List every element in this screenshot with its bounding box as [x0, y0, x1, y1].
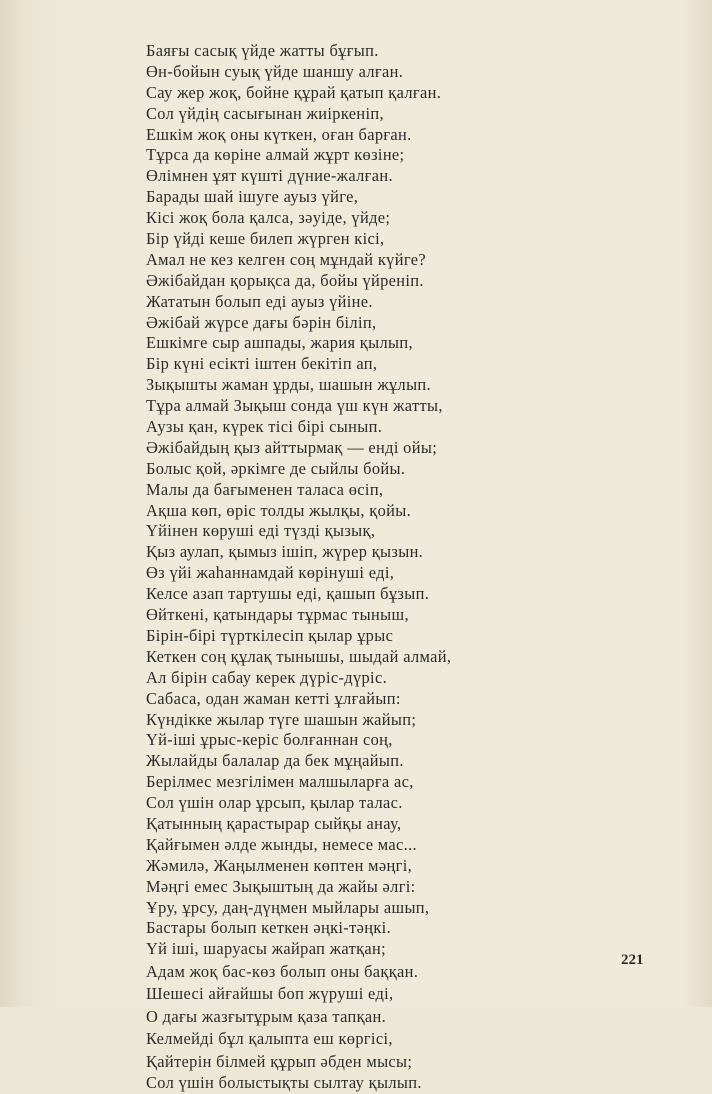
- poem-line: Шешесі айғайшы боп жүруші еді,: [146, 984, 394, 1004]
- poem-line: Қатынның қарастырар сыйқы анау,: [146, 813, 402, 833]
- poem-line: Өз үйі жаһаннамдай көрінуші еді,: [146, 563, 395, 583]
- poem-line: Қайғымен әлде жынды, немесе мас...: [146, 834, 418, 854]
- poem-line: Адам жоқ бас-көз болып оны баққан.: [146, 961, 419, 981]
- poem-line: Ұру, ұрсу, даң-дүңмен мыйлары ашып,: [146, 897, 430, 917]
- poem-line: Үй іші, шаруасы жайрап жатқан;: [146, 939, 387, 959]
- poem-line: Әжібайдан қорықса да, бойы үйреніп.: [146, 270, 424, 290]
- poem-line: Тұрса да көріне алмай жұрт көзіне;: [146, 145, 405, 165]
- poem-line: Әжібай жүрсе дағы бәрін біліп,: [146, 312, 377, 332]
- poem-line: Бір үйді кеше билеп жүрген кісі,: [146, 229, 385, 249]
- poem-line: Ешкім жоқ оны күткен, оған барған.: [146, 124, 412, 144]
- poem-line: Баяғы сасық үйде жатты бұғып.: [146, 41, 379, 60]
- poem-line: Үйінен көруші еді түзді қызық,: [146, 521, 376, 541]
- poem-line: Өн-бойын суық үйде шаншу алған.: [146, 61, 404, 81]
- poem-line: Аузы қан, күрек тісі бірі сынып.: [146, 417, 383, 437]
- poem-line: Келмейді бұл қалыпта еш көргісі,: [146, 1029, 393, 1049]
- poem-line: Кеткен соң құлақ тынышы, шыдай алмай,: [146, 646, 452, 666]
- poem-line: Жататын болып еді ауыз үйіне.: [146, 291, 373, 311]
- poem-line: Барады шай ішуге ауыз үйге,: [146, 187, 359, 207]
- poem-line: Малы да бағыменен таласа өсіп,: [146, 479, 384, 499]
- poem-line: Амал не кез келген соң мұндай күйге?: [146, 249, 426, 269]
- poem-line: Қайтерін білмей құрып әбден мысы;: [146, 1051, 413, 1071]
- poem-line: Бастары болып кеткен әңкі-тәңкі.: [146, 918, 392, 938]
- poem-line: Өйткені, қатындары тұрмас тыныш,: [146, 605, 409, 625]
- poem-line: Болыс қой, әркімге де сыйлы бойы.: [146, 458, 406, 478]
- poem-line: Жылайды балалар да бек мұңайып.: [146, 751, 404, 771]
- poem-line: Жәмилә, Жаңылменен көптен мәңгі,: [146, 855, 413, 875]
- poem-line: Сол үйдің сасығынан жиіркеніп,: [146, 103, 384, 123]
- poem-line: Үй-іші ұрыс-керіс болғаннан соң,: [146, 730, 393, 750]
- poem-line: Кісі жоқ бола қалса, зәуіде, үйде;: [146, 208, 391, 228]
- poem-line: Қыз аулап, қымыз ішіп, жүрер қызын.: [146, 542, 424, 562]
- poem-line: Ешкімге сыр ашпады, жария қылып,: [146, 333, 413, 353]
- poem-line: Өлімнен ұят күшті дүние-жалған.: [146, 166, 393, 186]
- poem-line: Күндікке жылар түге шашын жайып;: [146, 709, 417, 729]
- poem-line: Бір күні есікті іштен бекітіп ап,: [146, 354, 378, 374]
- poem-line: Келсе азап тартушы еді, қашып бұзып.: [146, 584, 430, 604]
- poem-line: Әжібайдың қыз айттырмақ — енді ойы;: [146, 437, 438, 457]
- poem-line: О дағы жазғытұрым қаза тапқан.: [146, 1006, 387, 1026]
- poem-line: Берілмес мезгілімен малшыларға ас,: [146, 772, 414, 792]
- poem-line: Зықышты жаман ұрды, шашын жұлып.: [146, 375, 431, 395]
- poem-line: Сау жер жоқ, бойне құрай қатып қалған.: [146, 82, 442, 102]
- poem-text: [146, 41, 686, 1094]
- page-number: 221: [621, 952, 644, 968]
- poem-line: Ақша көп, өріс толды жылқы, қойы.: [146, 500, 412, 520]
- poem-line: Мәңгі емес Зықыштың да жайы әлгі:: [146, 876, 416, 896]
- poem-line: Сол үшін олар ұрсып, қылар талас.: [146, 793, 403, 813]
- poem-line: Ал бірін сабау керек дүріс-дүріс.: [146, 667, 388, 687]
- poem-line: Тұра алмай Зықыш сонда үш күн жатты,: [146, 396, 443, 416]
- poem-line: Сабаса, одан жаман кетті ұлғайып:: [146, 688, 401, 708]
- poem-line: Сол үшін болыстықты сылтау қылып.: [146, 1072, 422, 1092]
- poem-line: Бірін-бірі түрткілесіп қылар ұрыс: [146, 625, 394, 645]
